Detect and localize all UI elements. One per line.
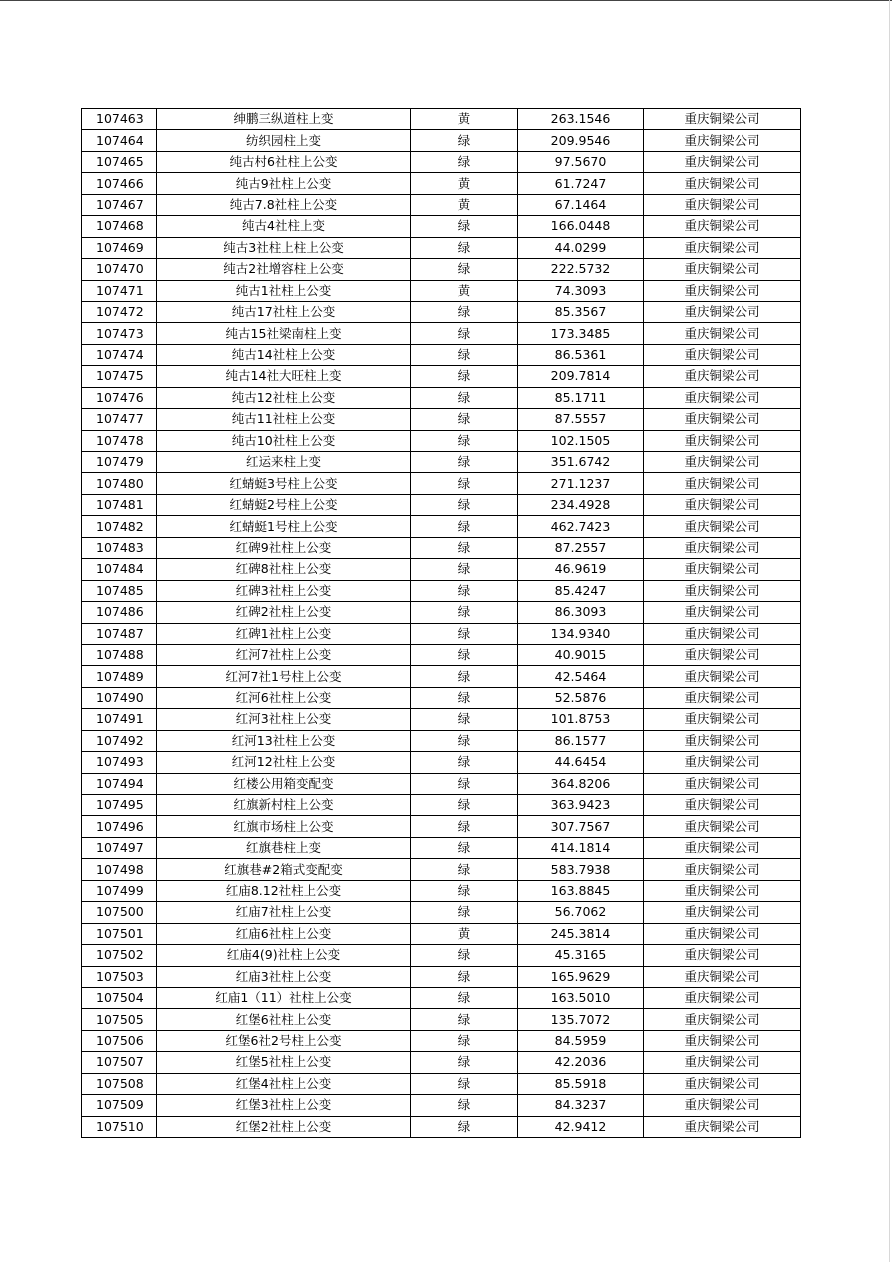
cell-value: 234.4928 — [518, 494, 644, 515]
cell-name: 红碑2社柱上公变 — [157, 602, 411, 623]
table-row — [82, 580, 801, 601]
cell-company: 重庆铜梁公司 — [644, 237, 801, 258]
cell-name: 红堡6社2号柱上公变 — [157, 1030, 411, 1051]
cell-id: 107482 — [82, 516, 157, 537]
cell-id: 107495 — [82, 795, 157, 816]
cell-value: 74.3093 — [518, 280, 644, 301]
table-row — [82, 452, 801, 473]
cell-status-color: 绿 — [411, 473, 518, 494]
cell-company: 重庆铜梁公司 — [644, 880, 801, 901]
cell-id: 107509 — [82, 1095, 157, 1116]
cell-company: 重庆铜梁公司 — [644, 1030, 801, 1051]
cell-value: 44.6454 — [518, 752, 644, 773]
cell-id: 107484 — [82, 559, 157, 580]
cell-name: 红碑8社柱上公变 — [157, 559, 411, 580]
cell-value: 85.5918 — [518, 1073, 644, 1094]
cell-id: 107508 — [82, 1073, 157, 1094]
page-right-edge — [889, 0, 890, 1262]
cell-status-color: 绿 — [411, 1116, 518, 1137]
cell-value: 165.9629 — [518, 966, 644, 987]
cell-company: 重庆铜梁公司 — [644, 130, 801, 151]
cell-status-color: 黄 — [411, 194, 518, 215]
cell-id: 107481 — [82, 494, 157, 515]
table-body — [82, 109, 801, 1138]
cell-company: 重庆铜梁公司 — [644, 1116, 801, 1137]
table-row — [82, 1030, 801, 1051]
table-row — [82, 173, 801, 194]
cell-name: 红蜻蜓1号柱上公变 — [157, 516, 411, 537]
cell-value: 87.2557 — [518, 537, 644, 558]
table-row — [82, 923, 801, 944]
cell-company: 重庆铜梁公司 — [644, 580, 801, 601]
cell-company: 重庆铜梁公司 — [644, 666, 801, 687]
cell-company: 重庆铜梁公司 — [644, 687, 801, 708]
cell-company: 重庆铜梁公司 — [644, 387, 801, 408]
cell-company: 重庆铜梁公司 — [644, 1073, 801, 1094]
cell-name: 红碑1社柱上公变 — [157, 623, 411, 644]
cell-company: 重庆铜梁公司 — [644, 301, 801, 322]
cell-status-color: 绿 — [411, 1030, 518, 1051]
cell-id: 107480 — [82, 473, 157, 494]
cell-value: 307.7567 — [518, 816, 644, 837]
cell-name: 纯古11社柱上公变 — [157, 409, 411, 430]
cell-value: 45.3165 — [518, 945, 644, 966]
cell-company: 重庆铜梁公司 — [644, 323, 801, 344]
table-row — [82, 880, 801, 901]
table-row — [82, 301, 801, 322]
cell-id: 107464 — [82, 130, 157, 151]
cell-company: 重庆铜梁公司 — [644, 795, 801, 816]
cell-name: 红堡2社柱上公变 — [157, 1116, 411, 1137]
cell-company: 重庆铜梁公司 — [644, 945, 801, 966]
table-row — [82, 859, 801, 880]
cell-status-color: 绿 — [411, 580, 518, 601]
cell-id: 107501 — [82, 923, 157, 944]
cell-company: 重庆铜梁公司 — [644, 259, 801, 280]
cell-value: 56.7062 — [518, 902, 644, 923]
cell-name: 绅鹏三纵道柱上变 — [157, 109, 411, 130]
cell-value: 209.7814 — [518, 366, 644, 387]
cell-status-color: 绿 — [411, 366, 518, 387]
cell-status-color: 绿 — [411, 1052, 518, 1073]
cell-value: 263.1546 — [518, 109, 644, 130]
cell-company: 重庆铜梁公司 — [644, 623, 801, 644]
cell-value: 84.3237 — [518, 1095, 644, 1116]
cell-name: 红运来柱上变 — [157, 452, 411, 473]
cell-id: 107467 — [82, 194, 157, 215]
table-row — [82, 366, 801, 387]
cell-company: 重庆铜梁公司 — [644, 837, 801, 858]
cell-id: 107506 — [82, 1030, 157, 1051]
table-row — [82, 709, 801, 730]
cell-status-color: 绿 — [411, 1009, 518, 1030]
cell-id: 107472 — [82, 301, 157, 322]
cell-id: 107478 — [82, 430, 157, 451]
cell-name: 红庙8.12社柱上公变 — [157, 880, 411, 901]
cell-status-color: 绿 — [411, 752, 518, 773]
cell-status-color: 绿 — [411, 602, 518, 623]
cell-status-color: 黄 — [411, 923, 518, 944]
table-row — [82, 987, 801, 1008]
cell-status-color: 黄 — [411, 280, 518, 301]
cell-value: 245.3814 — [518, 923, 644, 944]
cell-name: 纯古2社增容柱上公变 — [157, 259, 411, 280]
cell-name: 红堡5社柱上公变 — [157, 1052, 411, 1073]
cell-company: 重庆铜梁公司 — [644, 816, 801, 837]
cell-status-color: 绿 — [411, 216, 518, 237]
cell-status-color: 绿 — [411, 130, 518, 151]
table-row — [82, 516, 801, 537]
cell-status-color: 绿 — [411, 237, 518, 258]
cell-id: 107494 — [82, 773, 157, 794]
cell-value: 351.6742 — [518, 452, 644, 473]
cell-value: 364.8206 — [518, 773, 644, 794]
cell-value: 583.7938 — [518, 859, 644, 880]
table-row — [82, 816, 801, 837]
table-row — [82, 602, 801, 623]
cell-value: 222.5732 — [518, 259, 644, 280]
cell-company: 重庆铜梁公司 — [644, 452, 801, 473]
cell-status-color: 绿 — [411, 816, 518, 837]
table-row — [82, 666, 801, 687]
cell-value: 414.1814 — [518, 837, 644, 858]
table-row — [82, 644, 801, 665]
table-row — [82, 280, 801, 301]
cell-id: 107503 — [82, 966, 157, 987]
cell-id: 107473 — [82, 323, 157, 344]
cell-id: 107502 — [82, 945, 157, 966]
cell-company: 重庆铜梁公司 — [644, 109, 801, 130]
table-row — [82, 837, 801, 858]
cell-name: 红堡3社柱上公变 — [157, 1095, 411, 1116]
cell-status-color: 绿 — [411, 859, 518, 880]
cell-id: 107483 — [82, 537, 157, 558]
cell-company: 重庆铜梁公司 — [644, 473, 801, 494]
cell-id: 107490 — [82, 687, 157, 708]
cell-name: 纯古14社大旺柱上变 — [157, 366, 411, 387]
cell-value: 134.9340 — [518, 623, 644, 644]
cell-value: 86.3093 — [518, 602, 644, 623]
cell-value: 87.5557 — [518, 409, 644, 430]
cell-status-color: 绿 — [411, 837, 518, 858]
cell-id: 107496 — [82, 816, 157, 837]
cell-status-color: 黄 — [411, 109, 518, 130]
cell-value: 67.1464 — [518, 194, 644, 215]
cell-value: 46.9619 — [518, 559, 644, 580]
cell-status-color: 绿 — [411, 259, 518, 280]
cell-value: 42.2036 — [518, 1052, 644, 1073]
cell-name: 红河7社柱上公变 — [157, 644, 411, 665]
cell-name: 纺织园柱上变 — [157, 130, 411, 151]
cell-company: 重庆铜梁公司 — [644, 366, 801, 387]
table-row — [82, 773, 801, 794]
cell-value: 86.1577 — [518, 730, 644, 751]
cell-id: 107493 — [82, 752, 157, 773]
cell-id: 107486 — [82, 602, 157, 623]
cell-status-color: 绿 — [411, 323, 518, 344]
cell-company: 重庆铜梁公司 — [644, 494, 801, 515]
cell-name: 红旗巷柱上变 — [157, 837, 411, 858]
cell-name: 纯古9社柱上公变 — [157, 173, 411, 194]
cell-id: 107510 — [82, 1116, 157, 1137]
cell-value: 85.1711 — [518, 387, 644, 408]
cell-status-color: 绿 — [411, 987, 518, 1008]
cell-status-color: 绿 — [411, 1095, 518, 1116]
cell-status-color: 绿 — [411, 644, 518, 665]
cell-value: 61.7247 — [518, 173, 644, 194]
cell-company: 重庆铜梁公司 — [644, 559, 801, 580]
cell-value: 101.8753 — [518, 709, 644, 730]
cell-name: 红河6社柱上公变 — [157, 687, 411, 708]
table-row — [82, 216, 801, 237]
cell-status-color: 绿 — [411, 1073, 518, 1094]
cell-status-color: 绿 — [411, 516, 518, 537]
cell-status-color: 绿 — [411, 301, 518, 322]
cell-status-color: 绿 — [411, 880, 518, 901]
cell-id: 107463 — [82, 109, 157, 130]
cell-name: 纯古17社柱上公变 — [157, 301, 411, 322]
cell-value: 271.1237 — [518, 473, 644, 494]
cell-name: 红庙3社柱上公变 — [157, 966, 411, 987]
table-row — [82, 752, 801, 773]
cell-status-color: 绿 — [411, 902, 518, 923]
cell-name: 红旗市场柱上公变 — [157, 816, 411, 837]
transformer-table — [81, 108, 801, 1138]
cell-id: 107465 — [82, 151, 157, 172]
cell-status-color: 绿 — [411, 945, 518, 966]
cell-status-color: 绿 — [411, 687, 518, 708]
table-row — [82, 387, 801, 408]
table-row — [82, 623, 801, 644]
cell-value: 163.5010 — [518, 987, 644, 1008]
table-row — [82, 323, 801, 344]
cell-company: 重庆铜梁公司 — [644, 516, 801, 537]
cell-name: 红河12社柱上公变 — [157, 752, 411, 773]
cell-value: 209.9546 — [518, 130, 644, 151]
cell-company: 重庆铜梁公司 — [644, 644, 801, 665]
cell-company: 重庆铜梁公司 — [644, 430, 801, 451]
cell-value: 363.9423 — [518, 795, 644, 816]
cell-id: 107479 — [82, 452, 157, 473]
cell-value: 44.0299 — [518, 237, 644, 258]
cell-status-color: 绿 — [411, 151, 518, 172]
cell-status-color: 绿 — [411, 409, 518, 430]
cell-company: 重庆铜梁公司 — [644, 1095, 801, 1116]
table-row — [82, 130, 801, 151]
cell-name: 纯古10社柱上公变 — [157, 430, 411, 451]
cell-name: 红蜻蜓3号柱上公变 — [157, 473, 411, 494]
cell-status-color: 绿 — [411, 537, 518, 558]
cell-id: 107489 — [82, 666, 157, 687]
cell-company: 重庆铜梁公司 — [644, 923, 801, 944]
cell-name: 红河3社柱上公变 — [157, 709, 411, 730]
cell-name: 红河7社1号柱上公变 — [157, 666, 411, 687]
cell-status-color: 绿 — [411, 344, 518, 365]
table-row — [82, 730, 801, 751]
cell-status-color: 黄 — [411, 173, 518, 194]
cell-id: 107468 — [82, 216, 157, 237]
table-row — [82, 966, 801, 987]
cell-id: 107471 — [82, 280, 157, 301]
cell-name: 红河13社柱上公变 — [157, 730, 411, 751]
table-row — [82, 259, 801, 280]
cell-company: 重庆铜梁公司 — [644, 151, 801, 172]
cell-id: 107500 — [82, 902, 157, 923]
cell-status-color: 绿 — [411, 430, 518, 451]
cell-value: 52.5876 — [518, 687, 644, 708]
cell-name: 红碑3社柱上公变 — [157, 580, 411, 601]
cell-status-color: 绿 — [411, 730, 518, 751]
cell-value: 86.5361 — [518, 344, 644, 365]
cell-value: 173.3485 — [518, 323, 644, 344]
table-row — [82, 237, 801, 258]
cell-status-color: 绿 — [411, 773, 518, 794]
cell-company: 重庆铜梁公司 — [644, 709, 801, 730]
cell-status-color: 绿 — [411, 559, 518, 580]
cell-id: 107507 — [82, 1052, 157, 1073]
cell-id: 107475 — [82, 366, 157, 387]
cell-company: 重庆铜梁公司 — [644, 752, 801, 773]
cell-company: 重庆铜梁公司 — [644, 1052, 801, 1073]
cell-company: 重庆铜梁公司 — [644, 280, 801, 301]
cell-id: 107487 — [82, 623, 157, 644]
cell-company: 重庆铜梁公司 — [644, 409, 801, 430]
cell-company: 重庆铜梁公司 — [644, 194, 801, 215]
cell-company: 重庆铜梁公司 — [644, 344, 801, 365]
cell-status-color: 绿 — [411, 795, 518, 816]
cell-id: 107474 — [82, 344, 157, 365]
cell-id: 107504 — [82, 987, 157, 1008]
cell-value: 40.9015 — [518, 644, 644, 665]
cell-name: 红庙6社柱上公变 — [157, 923, 411, 944]
cell-company: 重庆铜梁公司 — [644, 773, 801, 794]
cell-value: 135.7072 — [518, 1009, 644, 1030]
cell-name: 纯古1社柱上公变 — [157, 280, 411, 301]
cell-id: 107492 — [82, 730, 157, 751]
cell-value: 42.9412 — [518, 1116, 644, 1137]
cell-company: 重庆铜梁公司 — [644, 173, 801, 194]
table-row — [82, 559, 801, 580]
table-row — [82, 945, 801, 966]
table-row — [82, 1073, 801, 1094]
cell-value: 97.5670 — [518, 151, 644, 172]
cell-name: 纯古3社柱上柱上公变 — [157, 237, 411, 258]
cell-status-color: 绿 — [411, 387, 518, 408]
cell-status-color: 绿 — [411, 966, 518, 987]
cell-company: 重庆铜梁公司 — [644, 537, 801, 558]
cell-company: 重庆铜梁公司 — [644, 730, 801, 751]
page-top-border — [0, 0, 892, 1]
cell-id: 107470 — [82, 259, 157, 280]
table-row — [82, 194, 801, 215]
cell-value: 85.4247 — [518, 580, 644, 601]
cell-id: 107505 — [82, 1009, 157, 1030]
cell-company: 重庆铜梁公司 — [644, 987, 801, 1008]
cell-id: 107477 — [82, 409, 157, 430]
table-row — [82, 430, 801, 451]
cell-name: 红庙4(9)社柱上公变 — [157, 945, 411, 966]
cell-company: 重庆铜梁公司 — [644, 1009, 801, 1030]
cell-name: 纯古7.8社柱上公变 — [157, 194, 411, 215]
table-row — [82, 109, 801, 130]
cell-name: 纯古4社柱上变 — [157, 216, 411, 237]
cell-value: 102.1505 — [518, 430, 644, 451]
cell-name: 红堡6社柱上公变 — [157, 1009, 411, 1030]
table-row — [82, 494, 801, 515]
table-row — [82, 1116, 801, 1137]
cell-name: 红楼公用箱变配变 — [157, 773, 411, 794]
cell-name: 红庙7社柱上公变 — [157, 902, 411, 923]
cell-status-color: 绿 — [411, 623, 518, 644]
cell-name: 红旗新村柱上公变 — [157, 795, 411, 816]
cell-value: 163.8845 — [518, 880, 644, 901]
table-row — [82, 1052, 801, 1073]
cell-name: 纯古村6社柱上公变 — [157, 151, 411, 172]
table-row — [82, 1095, 801, 1116]
cell-company: 重庆铜梁公司 — [644, 602, 801, 623]
cell-id: 107488 — [82, 644, 157, 665]
cell-company: 重庆铜梁公司 — [644, 902, 801, 923]
cell-name: 纯古15社梁南柱上变 — [157, 323, 411, 344]
cell-status-color: 绿 — [411, 666, 518, 687]
cell-value: 42.5464 — [518, 666, 644, 687]
cell-name: 纯古12社柱上公变 — [157, 387, 411, 408]
cell-id: 107476 — [82, 387, 157, 408]
table-row — [82, 409, 801, 430]
cell-id: 107497 — [82, 837, 157, 858]
table-row — [82, 344, 801, 365]
cell-value: 462.7423 — [518, 516, 644, 537]
cell-name: 红堡4社柱上公变 — [157, 1073, 411, 1094]
cell-value: 84.5959 — [518, 1030, 644, 1051]
cell-name: 红旗巷#2箱式变配变 — [157, 859, 411, 880]
cell-name: 红庙1（11）社柱上公变 — [157, 987, 411, 1008]
cell-value: 85.3567 — [518, 301, 644, 322]
cell-name: 纯古14社柱上公变 — [157, 344, 411, 365]
table-row — [82, 795, 801, 816]
cell-status-color: 绿 — [411, 494, 518, 515]
cell-status-color: 绿 — [411, 452, 518, 473]
cell-id: 107491 — [82, 709, 157, 730]
cell-company: 重庆铜梁公司 — [644, 859, 801, 880]
cell-value: 166.0448 — [518, 216, 644, 237]
cell-id: 107499 — [82, 880, 157, 901]
table-row — [82, 473, 801, 494]
cell-status-color: 绿 — [411, 709, 518, 730]
table-row — [82, 902, 801, 923]
table-row — [82, 537, 801, 558]
cell-id: 107469 — [82, 237, 157, 258]
cell-company: 重庆铜梁公司 — [644, 966, 801, 987]
cell-id: 107466 — [82, 173, 157, 194]
table-row — [82, 1009, 801, 1030]
cell-name: 红碑9社柱上公变 — [157, 537, 411, 558]
cell-name: 红蜻蜓2号柱上公变 — [157, 494, 411, 515]
cell-id: 107485 — [82, 580, 157, 601]
cell-company: 重庆铜梁公司 — [644, 216, 801, 237]
table-row — [82, 687, 801, 708]
table-row — [82, 151, 801, 172]
cell-id: 107498 — [82, 859, 157, 880]
